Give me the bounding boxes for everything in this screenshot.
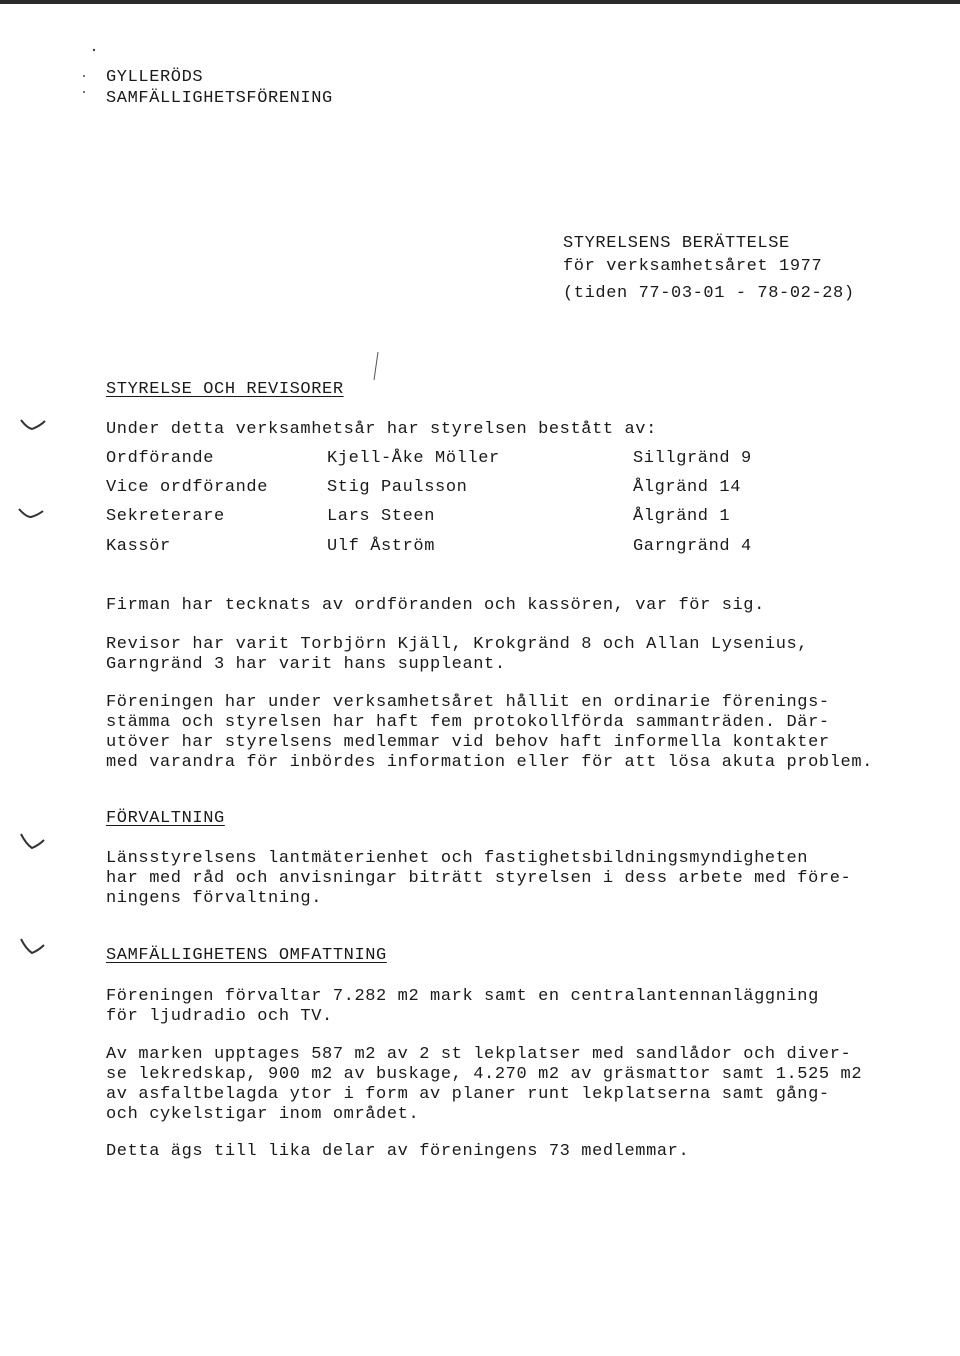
member-name: Kjell-Åke Möller [327,449,500,468]
management-heading: FÖRVALTNING [106,809,225,828]
check-mark-icon [18,830,48,856]
paragraph-line: med varandra för inbördes information eller för att lösa akuta problem. [106,753,873,772]
paragraph-line: Revisor har varit Torbjörn Kjäll, Krokgränd 8 och Allan Lysenius, [106,635,809,654]
scope-paragraph-3: Detta ägs till lika delar av föreningens 73 medlemmar. [106,1142,690,1161]
scope-heading: SAMFÄLLIGHETENS OMFATTNING [106,946,387,965]
paragraph-line: Föreningen har under verksamhetsåret hållit en ordinarie förenings- [106,693,830,712]
member-role: Sekreterare [106,507,225,526]
member-role: Ordförande [106,449,215,468]
paragraph-line: utöver har styrelsens medlemmar vid behov haft informella kontakter [106,733,830,752]
paragraph-line: har med råd och anvisningar biträtt styrelsen i dess arbete med före- [106,869,852,888]
paragraph-line: Föreningen förvaltar 7.282 m2 mark samt en centralantennanläggning [106,987,819,1006]
member-address: Garngränd 4 [633,537,752,556]
board-heading: STYRELSE OCH REVISORER [106,380,344,399]
scope-paragraph-2 [106,1045,862,1125]
paragraph-line: Länsstyrelsens lantmäterienhet och fastighetsbildningsmyndigheten [106,849,809,868]
paragraph-line: för ljudradio och TV. [106,1007,333,1026]
board-intro: Under detta verksamhetsår har styrelsen bestått av: [106,420,657,439]
paragraph-line: stämma och styrelsen har haft fem protokollförda sammanträden. Där- [106,713,830,732]
paragraph-line: Garngränd 3 har varit hans suppleant. [106,655,506,674]
member-address: Ålgränd 14 [633,478,742,497]
paragraph-line: och cykelstigar inom området. [106,1105,420,1124]
org-name-line1: GYLLERÖDS [106,68,204,87]
scope-paragraph-1 [106,987,819,1027]
paragraph-line: ningens förvaltning. [106,889,323,908]
paragraph-line: av asfaltbelagda ytor i form av planer runt lekplatserna samt gång- [106,1085,830,1104]
member-address: Ålgränd 1 [633,507,731,526]
report-title: STYRELSENS BERÄTTELSE [563,234,790,253]
member-address: Sillgränd 9 [633,449,752,468]
member-role: Vice ordförande [106,478,269,497]
report-period: (tiden 77-03-01 - 78-02-28) [563,284,855,303]
member-name: Lars Steen [327,507,436,526]
stray-mark-icon [370,350,382,382]
report-subtitle: för verksamhetsåret 1977 [563,257,823,276]
check-mark-icon [18,935,48,961]
top-border-line [0,0,960,4]
check-mark-icon [18,416,48,436]
check-mark-icon [16,503,46,523]
management-paragraph [106,849,851,909]
org-name-line2: SAMFÄLLIGHETSFÖRENING [106,89,333,108]
member-name: Ulf Åström [327,537,436,556]
paragraph-line: Av marken upptages 587 m2 av 2 st lekplatser med sandlådor och diver- [106,1045,852,1064]
stray-mark-icon [80,46,100,98]
signing-text: Firman har tecknats av ordföranden och kassören, var för sig. [106,596,765,615]
member-role: Kassör [106,537,171,556]
member-name: Stig Paulsson [327,478,468,497]
paragraph-line: se lekredskap, 900 m2 av buskage, 4.270 m2 av gräsmattor samt 1.525 m2 [106,1065,863,1084]
auditor-paragraph [106,635,808,675]
meetings-paragraph [106,693,873,773]
